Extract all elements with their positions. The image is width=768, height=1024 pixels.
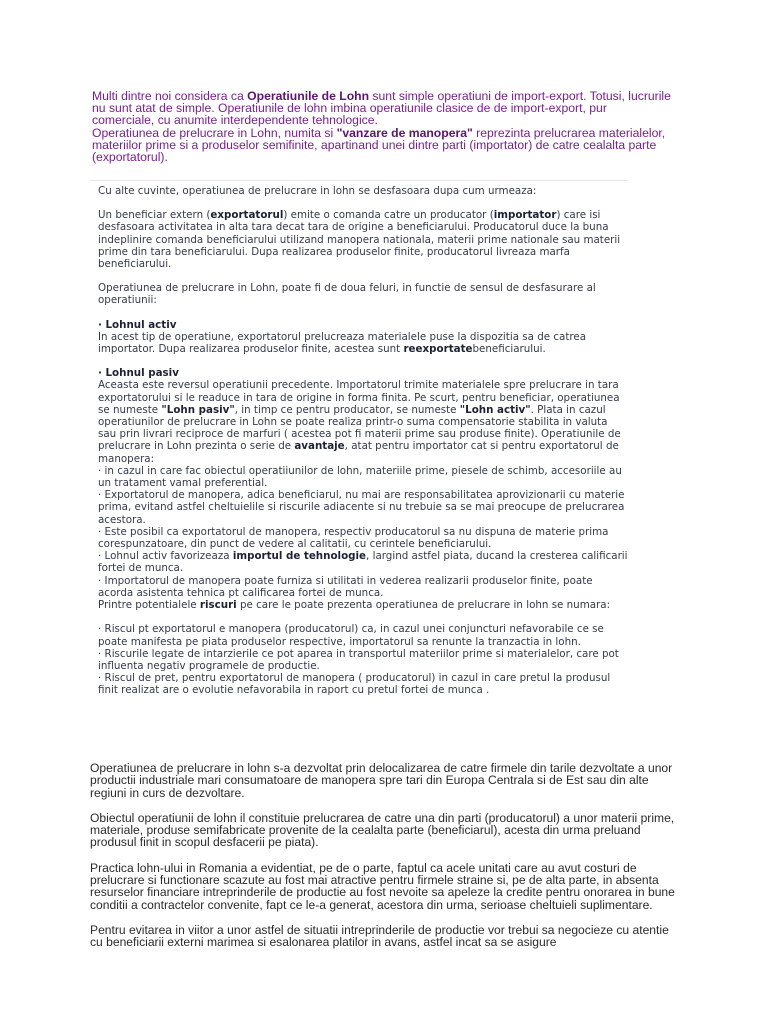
- intro-section: [92, 90, 672, 163]
- intro-keyword-manopera: "vanzare de manopera": [336, 125, 473, 140]
- closing-paragraph-3: Practica lohn-ului in Romania a evidentiat, pe de o parte, faptul ca acele unitati care au avut costuri de prelucrare si functionare scazute au fost mai atractive pentru firmele straine si, pe de alta parte, in absenta resurselor financiare intreprinderile de productie au fost nevoite sa apeleze la credite pentru onorarea in bune conditii a contractelor convenite, fapt ce le-a generat, acestora din urma, serioase cheltuieli suplimentare.: [90, 860, 675, 912]
- risks-intro: Printre potentialele riscuri pe care le poate prezenta operatiunea de prelucrare in lohn se numara:: [98, 599, 611, 612]
- closing-paragraph-1: Operatiunea de prelucrare in lohn s-a dezvoltat prin delocalizarea de catre firmele din tarile dezvoltate a unor productii industriale mari consumatoare de manopera spre tari din Europa Centrala si de Est sau din alte regiuni in curs de dezvoltare.: [90, 761, 673, 800]
- closing-section: [90, 762, 680, 962]
- advantage-item: · Exportatorul de manopera, adica beneficiarul, nu mai are responsabilitatea aprovizionarii cu materie prima, evitand astfel cheltuielile si riscurile adiacente si nu trebuie sa se mai preocupe de prelucrarea acestora.: [98, 489, 625, 526]
- lohn-activ-section: · Lohnul activ In acest tip de operatiune, exportatorul prelucreaza materialele puse la dispozitia sa de catrea importator. Dupa realizarea produselor finite, acestea sunt reexportatebeneficiarului.: [98, 318, 587, 356]
- lohn-pasiv-section: · Lohnul pasiv Aceasta este reversul operatiunii precedente. Importatorul trimite materialele spre prelucrare in tara exportatorului si le readuce in tara de origine in forma finita. Pe scurt, pentru beneficiar, operatiunea se numeste "Lohn pasiv", in timp ce pentru producator, se numeste "Lohn activ". Plata in cazul operatiunilor de prelucrare in Lohn se poate realiza printr-o suma compensatorie stabilita in valuta sau prin livrari reciproce de marfuri ( acestea pot fi materii prime sau produse finite). Operatiunile de prelucrare in Lohn prezinta o serie de avantaje, atat pentru importator cat si pentru exportatorul de manopera:: [98, 367, 621, 465]
- boxed-paragraph-2: Operatiunea de prelucrare in Lohn, poate fi de doua feluri, in functie de sensul de desfasurare al operatiunii:: [98, 282, 596, 307]
- advantage-item: · Lohnul activ favorizeaza importul de tehnologie, largind astfel piata, ducand la cresterea calificarii fortei de munca.: [98, 550, 628, 575]
- lohn-pasiv-heading: · Lohnul pasiv: [98, 367, 179, 380]
- boxed-section: [90, 180, 628, 697]
- intro-paragraph-2: Operatiunea de prelucrare in Lohn, numita si "vanzare de manopera" reprezinta prelucrarea materialelor, materiilor prime si a produselor semifinite, apartinand unei dintre parti (importator) de catre cealalta parte (exportatorul).: [92, 125, 666, 165]
- risk-item: · Riscurile legate de intarzierile ce pot aparea in transportul materiilor prime si materialelor, care pot influenta negativ programele de productie.: [98, 647, 619, 672]
- boxed-paragraph-1: Un beneficiar extern (exportatorul) emite o comanda catre un producator (importator) care isi desfasoara activitatea in alta tara decat tara de origine a beneficiarului. Producatorul duce la buna indeplinire comanda beneficiarului utilizand manopera nationala, materii prime nationale sau materii prime din tara beneficiarului. Dupa realizarea produselor finite, producatorul livreaza marfa beneficiarului.: [98, 209, 621, 271]
- advantage-item: · in cazul in care fac obiectul operatiiunilor de lohn, materiile prime, piesele de schimb, accesoriile au un tratament vamal preferential.: [98, 464, 622, 490]
- closing-paragraph-4: Pentru evitarea in viitor a unor astfel de situatii intreprinderile de productie vor trebui sa negocieze cu atentie cu beneficiarii externi marimea si esalonarea platilor in avans, astfel incat sa se asigure: [90, 922, 669, 950]
- advantage-item: · Este posibil ca exportatorul de manopera, respectiv producatorul sa nu dispuna de materie prima corespunzatoare, din punct de vedere al calitatii, cu cerintele beneficiarului.: [98, 525, 609, 551]
- risk-item: · Riscul pt exportatorul e manopera (producatorul) ca, in cazul unei conjuncturi nefavorabile ce se poate manifesta pe piata produselor respective, importatorul sa renunte la tranzactia in lohn.: [98, 623, 604, 648]
- boxed-lead: Cu alte cuvinte, operatiunea de prelucrare in lohn se desfasoara dupa cum urmeaza:: [98, 185, 537, 197]
- closing-paragraph-2: Obiectul operatiunii de lohn il constituie prelucrarea de catre una din parti (producatorul) a unor materii prime, materiale, produse semifabricate provenite de la cealalta parte (beneficiarul), acesta din urma preluand produsul finit in scopul desfacerii pe piata).: [90, 810, 675, 850]
- advantage-item: · Importatorul de manopera poate furniza si utilitati in vederea realizarii produselor finite, poate acorda asistenta tehnica pt calificarea fortei de munca.: [98, 574, 593, 599]
- intro-paragraph-1: Multi dintre noi considera ca Operatiunile de Lohn sunt simple operatiuni de import-export. Totusi, lucrurile nu sunt atat de simple. Operatiunile de lohn imbina operatiunile clasice de de import-export, pur comerciale, cu anumite interdependente tehnologice.: [92, 89, 671, 128]
- risk-item: · Riscul de pret, pentru exportatorul de manopera ( producatorul) in cazul in care pretul la produsul finit realizat are o evolutie nefavorabila in raport cu pretul fortei de munca .: [98, 672, 611, 697]
- intro-keyword-lohn: Operatiunile de Lohn: [247, 89, 370, 103]
- lohn-activ-heading: · Lohnul activ: [98, 318, 177, 331]
